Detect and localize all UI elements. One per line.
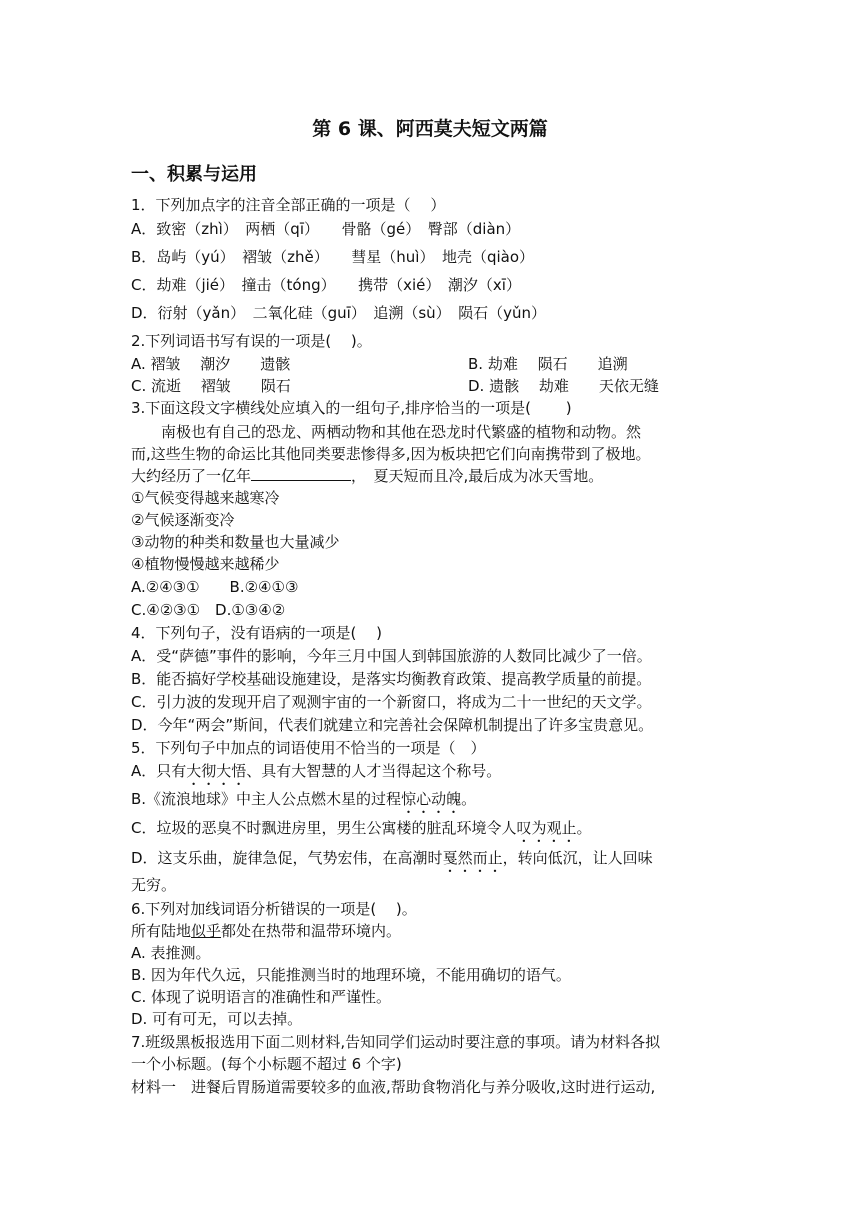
q6-option-c: C. 体现了说明语言的准确性和严谨性。: [131, 988, 392, 1006]
q7-stem-line-2: 一个小标题。(每个小标题不超过 6 个字): [131, 1055, 402, 1073]
q2-option-d: D. 遗骸 劫难 天依无缝: [468, 377, 659, 395]
q5-c-text-end: 。: [576, 819, 592, 837]
q5-b-text-end: 。: [461, 790, 477, 808]
fill-blank: [251, 465, 351, 481]
q4-option-d: D．今年“两会”斯间，代表们就建立和完善社会保障机制提出了许多宝贵意见。: [131, 716, 654, 734]
q5-b-text: B.《流浪地球》中主人公点燃木星的过程: [131, 790, 402, 808]
q3-passage-text-a: 大约经历了一亿年: [131, 467, 252, 485]
q5-option-a: [131, 760, 501, 789]
q3-item-4: ④植物慢慢越来越稀少: [131, 555, 280, 573]
q1-option-a: A．致密（zhì） 两栖（qī） 骨骼（gé） 臀部（diàn）: [131, 220, 521, 238]
q1-option-d: D．衍射（yǎn） 二氧化硅（guī） 追溯（sù） 陨石（yǔn）: [131, 304, 547, 322]
q3-item-1: ①气候变得越来越寒冷: [131, 489, 280, 507]
q3-passage-line-3: [131, 465, 603, 487]
q2-option-c: C. 流逝 褶皱 陨石: [131, 377, 291, 395]
q3-passage-line-2: 而,这些生物的命运比其他同类要悲惨得多,因为板块把它们向南携带到了极地。: [131, 445, 651, 463]
q2-option-b: B. 劫难 陨石 追溯: [468, 355, 628, 373]
q3-item-2: ②气候逐渐变冷: [131, 511, 235, 529]
q3-options-ab: A.②④③① B.②④①③: [131, 578, 299, 596]
q5-option-b: [131, 788, 476, 817]
q1-option-b: B．岛屿（yú） 褶皱（zhě） 彗星（huì） 地壳（qiào）: [131, 248, 535, 266]
q1-option-c: C．劫难（jié） 撞击（tóng） 携带（xié） 潮汐（xī）: [131, 276, 521, 294]
q5-c-dotted-term: 叹为观止: [516, 819, 577, 837]
q6-underlined-word: 似乎: [191, 922, 222, 940]
q5-stem: 5．下列句子中加点的词语使用不恰当的一项是（ ）: [131, 739, 486, 757]
q5-a-dotted-term: 大彻大悟: [186, 762, 247, 780]
q4-stem: 4．下列句子，没有语病的一项是( ): [131, 624, 383, 642]
q3-passage-text-b: ， 夏天短而且冷,最后成为冰天雪地。: [351, 467, 604, 485]
q3-options-cd: C.④②③① D.①③④②: [131, 601, 286, 619]
q6-sentence-start: 所有陆地: [131, 922, 192, 940]
q6-option-d: D. 可有可无，可以去掉。: [131, 1010, 303, 1028]
q6-option-a: A. 表推测。: [131, 944, 211, 962]
q6-sentence: [131, 920, 401, 942]
q2-option-a: A. 褶皱 潮汐 遗骸: [131, 355, 291, 373]
q4-option-a: A．受“萨德”事件的影响，今年三月中国人到韩国旅游的人数同比减少了一倍。: [131, 647, 652, 665]
q3-stem: 3.下面这段文字横线处应填入的一组句子,排序恰当的一项是( ): [131, 399, 572, 417]
q5-d-dotted-term: 戛然而止: [442, 849, 503, 867]
q5-a-text-end: 、具有大智慧的人才当得起这个称号。: [246, 762, 502, 780]
q1-stem: 1．下列加点字的注音全部正确的一项是（ ）: [131, 196, 446, 214]
q5-option-d: [131, 847, 653, 876]
q6-sentence-end: 都处在热带和温带环境内。: [221, 922, 402, 940]
q7-stem-line-1: 7.班级黑板报选用下面二则材料,告知同学们运动时要注意的事项。请为材料各拟: [131, 1033, 661, 1051]
q2-stem: 2.下列词语书写有误的一项是( )。: [131, 332, 372, 350]
q5-b-dotted-term: 惊心动魄: [401, 790, 462, 808]
q5-a-text: A．只有: [131, 762, 187, 780]
q6-option-b: B. 因为年代久远，只能推测当时的地理环境，不能用确切的语气。: [131, 966, 571, 984]
page-title: 第 6 课、阿西莫夫短文两篇: [312, 118, 548, 140]
section-heading: 一、积累与运用: [131, 164, 257, 185]
q5-option-c: [131, 817, 592, 846]
q4-option-b: B．能否搞好学校基础设施建设，是落实均衡教育政策、提高教学质量的前提。: [131, 670, 652, 688]
q6-stem: 6.下列对加线词语分析错误的一项是( )。: [131, 900, 417, 918]
q7-material-1: 材料一 进餐后胃肠道需要较多的血液,帮助食物消化与养分吸收,这时进行运动,: [131, 1078, 656, 1096]
q5-d-text-end: ，转向低沉，让人回味: [502, 849, 653, 867]
q3-item-3: ③动物的种类和数量也大量减少: [131, 533, 340, 551]
q5-c-text: C．垃圾的恶臭不时飘进房里，男生公寓楼的脏乱环境令人: [131, 819, 517, 837]
q4-option-c: C．引力波的发现开启了观测宇宙的一个新窗口，将成为二十一世纪的天文学。: [131, 693, 652, 711]
q3-passage-line-1: 南极也有自己的恐龙、两栖动物和其他在恐龙时代繁盛的植物和动物。然: [131, 423, 642, 441]
q5-option-d-cont: 无穷。: [131, 876, 177, 894]
q5-d-text: D．这支乐曲，旋律急促，气势宏伟，在高潮时: [131, 849, 443, 867]
